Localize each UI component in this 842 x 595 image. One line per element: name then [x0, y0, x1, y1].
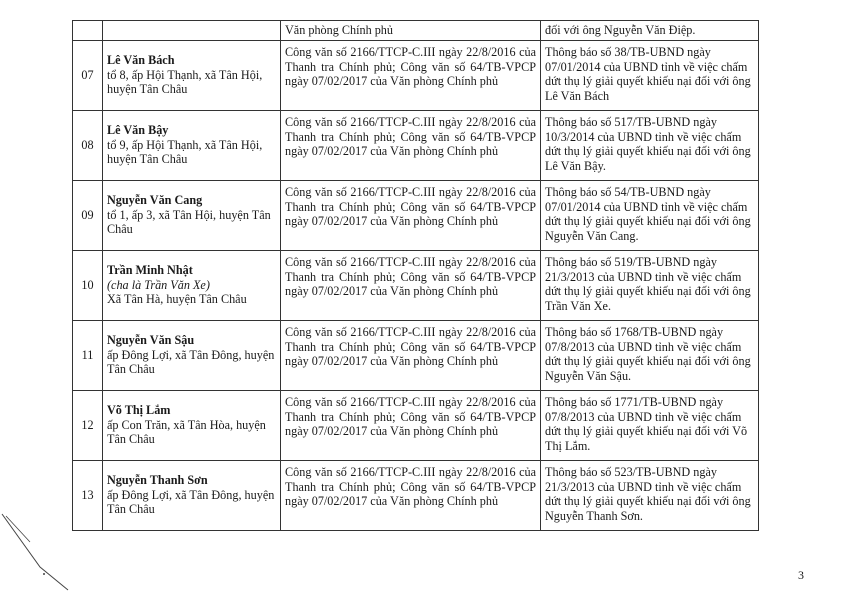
reference-cell: Công văn số 2166/TTCP-C.III ngày 22/8/2016 của Thanh tra Chính phủ; Công văn số 64/TB-VPCP ngày 07/02/2017 của Văn phòng Chính phủ	[281, 181, 541, 251]
table-row-continued	[73, 21, 759, 41]
stt-cell: 11	[73, 321, 103, 391]
reference-cell: Công văn số 2166/TTCP-C.III ngày 22/8/2016 của Thanh tra Chính phủ; Công văn số 64/TB-VPCP ngày 07/02/2017 của Văn phòng Chính phủ	[281, 391, 541, 461]
page-number: 3	[798, 568, 804, 582]
person-name: Nguyễn Thanh Sơn	[107, 473, 208, 487]
table-row	[73, 391, 759, 461]
name-cell	[103, 251, 281, 321]
name-cell	[103, 41, 281, 111]
stt-cell: 12	[73, 391, 103, 461]
person-address: ấp Con Trăn, xã Tân Hòa, huyện Tân Châu	[107, 417, 266, 447]
person-relation: (cha là Trần Văn Xe)	[107, 277, 210, 292]
person-address: tổ 1, ấp 3, xã Tân Hội, huyện Tân Châu	[107, 207, 271, 237]
stt-cell: 09	[73, 181, 103, 251]
notice-cell: Thông báo số 523/TB-UBND ngày 21/3/2013 của UBND tỉnh về việc chấm dứt thụ lý giải quyết khiếu nại đối với ông Nguyễn Thanh Sơn.	[541, 461, 759, 531]
notice-cell: Thông báo số 38/TB-UBND ngày 07/01/2014 của UBND tỉnh về việc chấm dứt thụ lý giải quyết khiếu nại đối với ông Lê Văn Bách	[541, 41, 759, 111]
notice-cell: đối với ông Nguyễn Văn Điệp.	[541, 21, 759, 41]
reference-cell: Văn phòng Chính phủ	[281, 21, 541, 41]
name-cell	[103, 21, 281, 41]
name-cell	[103, 391, 281, 461]
complaint-table	[72, 20, 759, 531]
table-row	[73, 41, 759, 111]
person-name: Nguyễn Văn Cang	[107, 193, 203, 207]
name-cell	[103, 111, 281, 181]
stt-cell	[73, 21, 103, 41]
stt-cell: 10	[73, 251, 103, 321]
notice-cell: Thông báo số 517/TB-UBND ngày 10/3/2014 của UBND tỉnh về việc chấm dứt thụ lý giải quyết khiếu nại đối với ông Lê Văn Bậy.	[541, 111, 759, 181]
name-cell	[103, 461, 281, 531]
name-cell	[103, 181, 281, 251]
reference-cell: Công văn số 2166/TTCP-C.III ngày 22/8/2016 của Thanh tra Chính phủ; Công văn số 64/TB-VPCP ngày 07/02/2017 của Văn phòng Chính phủ	[281, 321, 541, 391]
table-row	[73, 461, 759, 531]
reference-cell: Công văn số 2166/TTCP-C.III ngày 22/8/2016 của Thanh tra Chính phủ; Công văn số 64/TB-VPCP ngày 07/02/2017 của Văn phòng Chính phủ	[281, 111, 541, 181]
notice-cell: Thông báo số 1768/TB-UBND ngày 07/8/2013 của UBND tỉnh về việc chấm dứt thụ lý giải quyết khiếu nại đối với ông Nguyễn Văn Sậu.	[541, 321, 759, 391]
table-row	[73, 321, 759, 391]
reference-cell: Công văn số 2166/TTCP-C.III ngày 22/8/2016 của Thanh tra Chính phủ; Công văn số 64/TB-VPCP ngày 07/02/2017 của Văn phòng Chính phủ	[281, 461, 541, 531]
person-name: Lê Văn Bậy	[107, 123, 169, 137]
person-address: tổ 8, ấp Hội Thạnh, xã Tân Hội, huyện Tân Châu	[107, 67, 263, 97]
person-address: Xã Tân Hà, huyện Tân Châu	[107, 292, 247, 307]
stt-cell: 07	[73, 41, 103, 111]
name-cell	[103, 321, 281, 391]
person-address: ấp Đông Lợi, xã Tân Đông, huyện Tân Châu	[107, 347, 275, 377]
person-name: Trần Minh Nhật	[107, 263, 193, 277]
notice-cell: Thông báo số 54/TB-UBND ngày 07/01/2014 của UBND tỉnh về việc chấm dứt thụ lý giải quyết khiếu nại đối với ông Nguyễn Văn Cang.	[541, 181, 759, 251]
table-row	[73, 251, 759, 321]
table-row	[73, 111, 759, 181]
scan-stroke-mark	[0, 512, 70, 592]
margin-line	[758, 20, 759, 520]
table-row	[73, 181, 759, 251]
stt-cell: 13	[73, 461, 103, 531]
reference-cell: Công văn số 2166/TTCP-C.III ngày 22/8/2016 của Thanh tra Chính phủ; Công văn số 64/TB-VPCP ngày 07/02/2017 của Văn phòng Chính phủ	[281, 251, 541, 321]
notice-cell: Thông báo số 1771/TB-UBND ngày 07/8/2013 của UBND tỉnh về việc chấm dứt thụ lý giải quyết khiếu nại đối với Võ Thị Lắm.	[541, 391, 759, 461]
reference-cell: Công văn số 2166/TTCP-C.III ngày 22/8/2016 của Thanh tra Chính phủ; Công văn số 64/TB-VPCP ngày 07/02/2017 của Văn phòng Chính phủ	[281, 41, 541, 111]
person-name: Võ Thị Lắm	[107, 403, 171, 417]
person-address: tổ 9, ấp Hội Thạnh, xã Tân Hội, huyện Tân Châu	[107, 137, 263, 167]
person-name: Lê Văn Bách	[107, 53, 175, 67]
stt-cell: 08	[73, 111, 103, 181]
notice-cell: Thông báo số 519/TB-UBND ngày 21/3/2013 của UBND tỉnh về việc chấm dứt thụ lý giải quyết khiếu nại đối với ông Trần Văn Xe.	[541, 251, 759, 321]
person-address: ấp Đông Lợi, xã Tân Đông, huyện Tân Châu	[107, 487, 275, 517]
person-name: Nguyễn Văn Sậu	[107, 333, 195, 347]
